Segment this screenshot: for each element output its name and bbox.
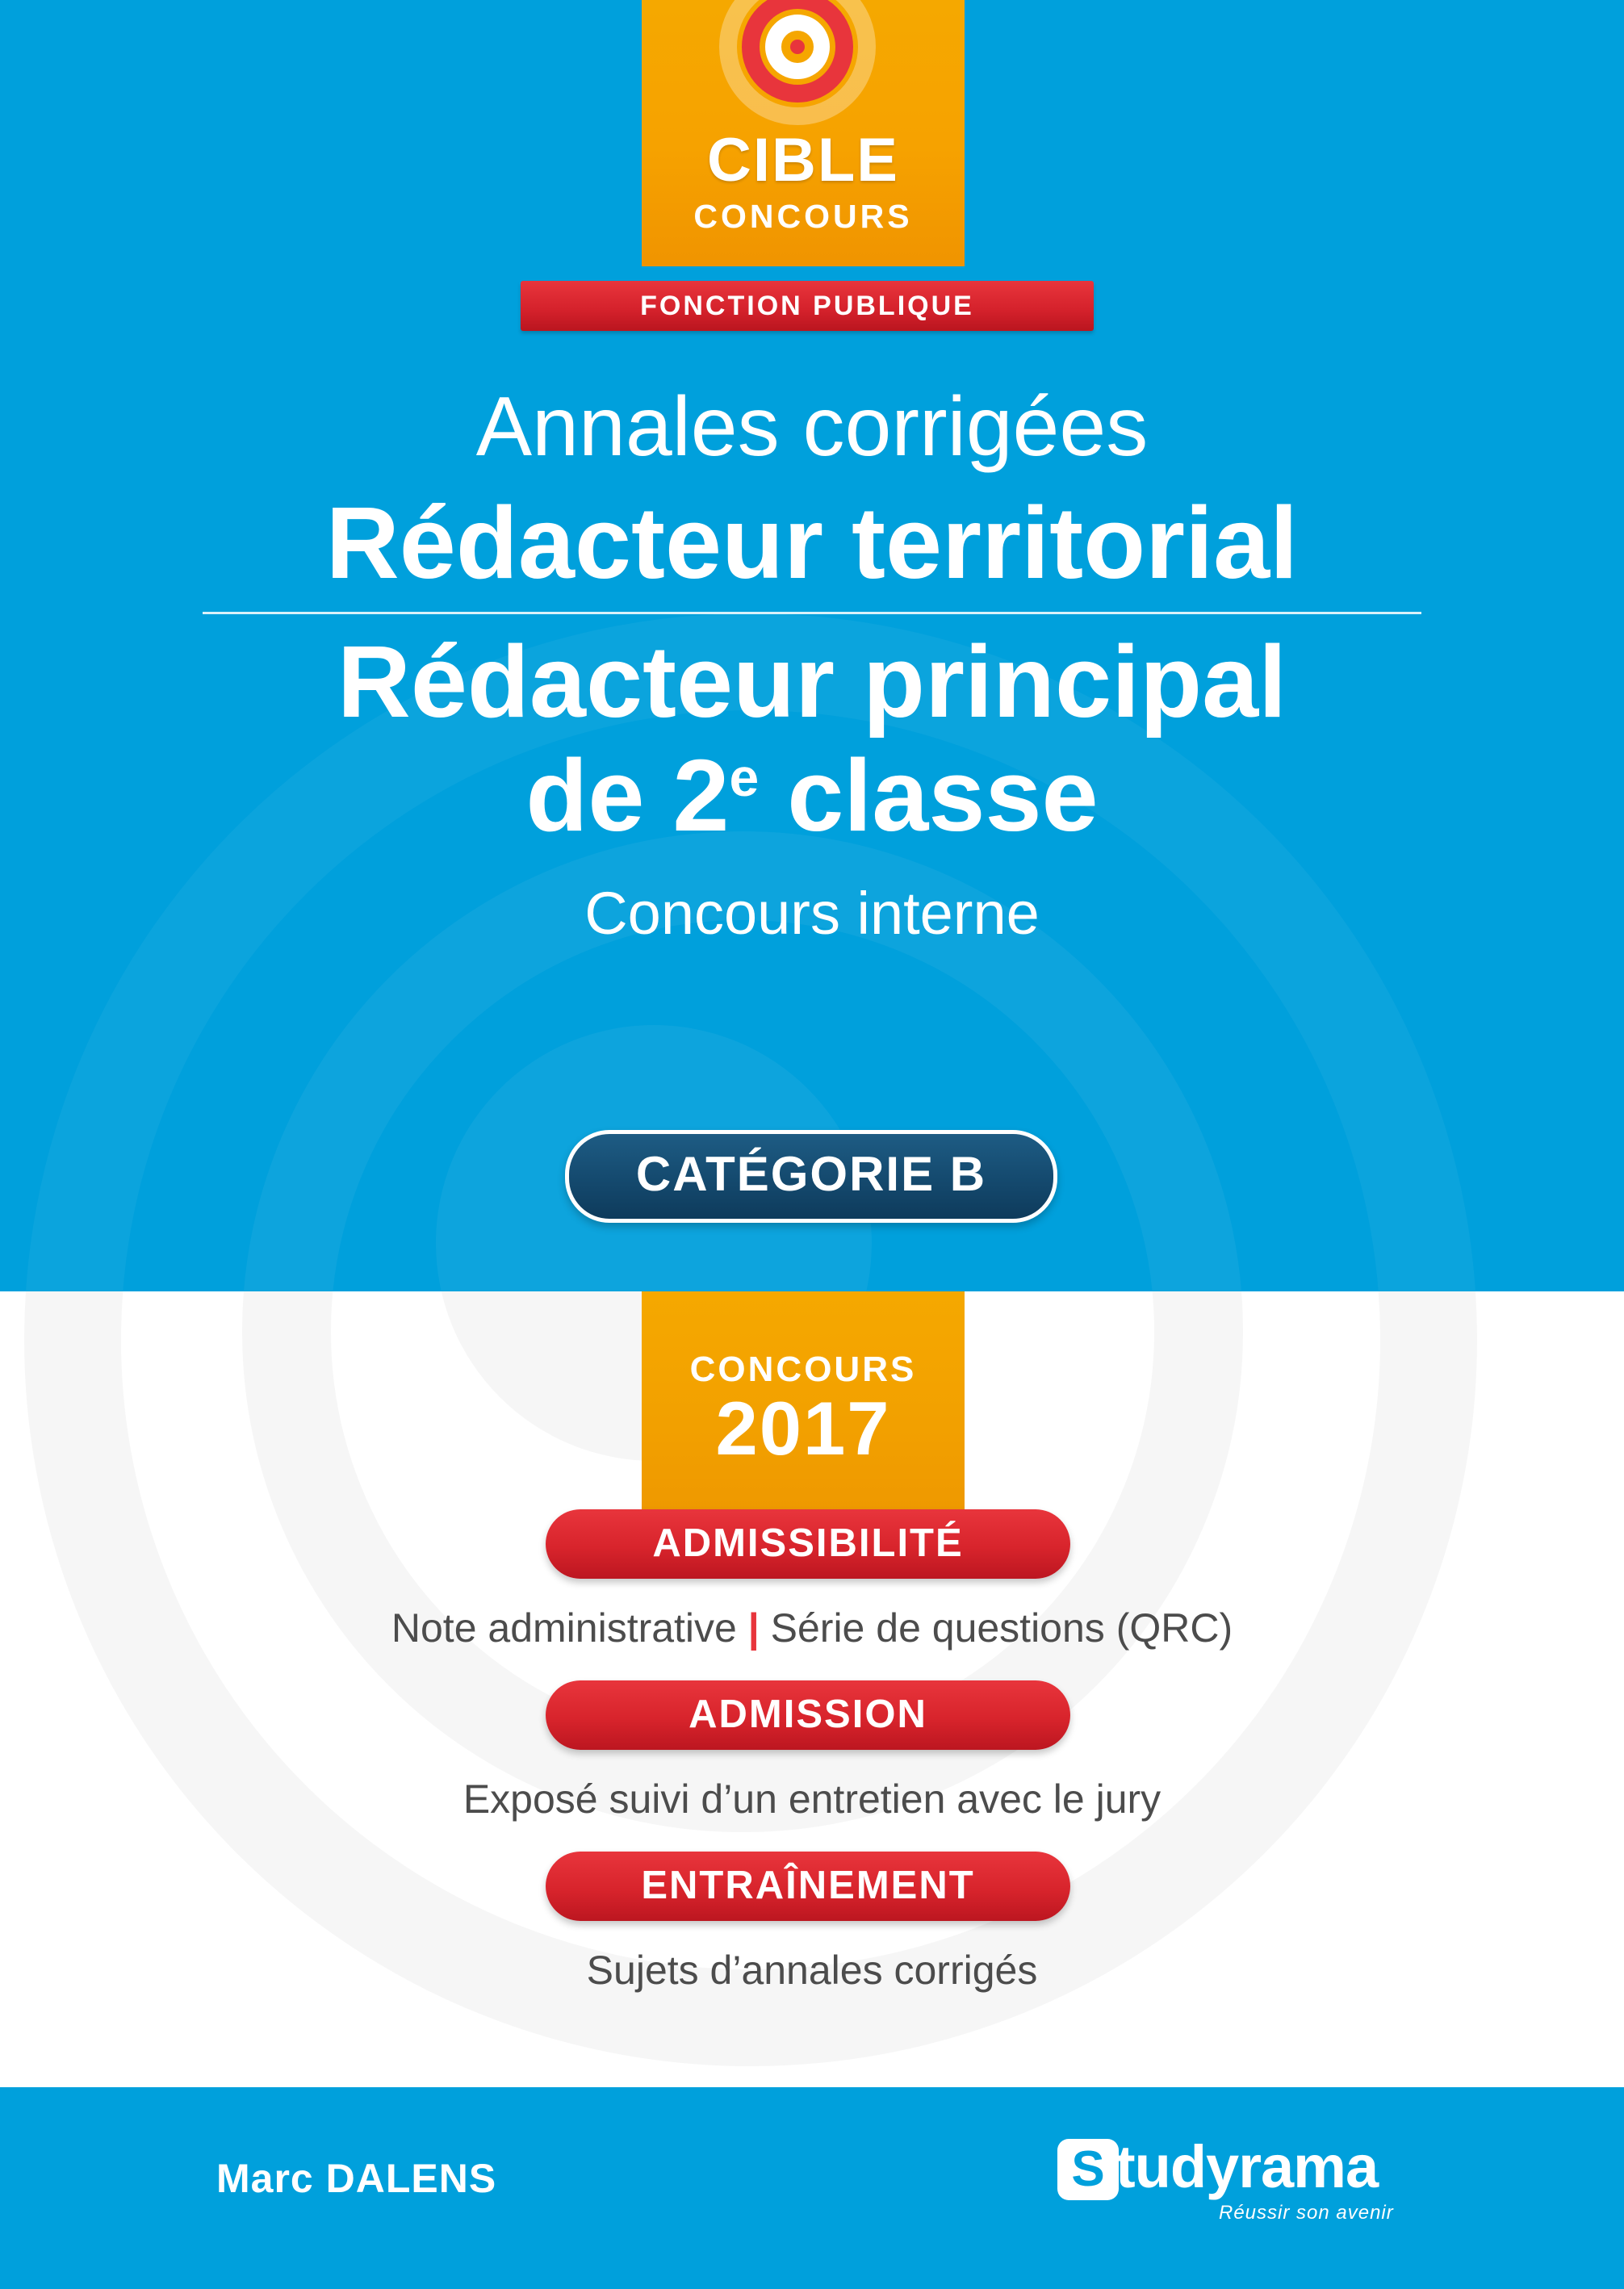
- collection-brand-line2: CONCOURS: [693, 198, 913, 235]
- title-main-line1: Rédacteur territorial: [325, 486, 1299, 600]
- title-line3-prefix: de 2: [525, 739, 730, 852]
- category-badge: [565, 1130, 1057, 1223]
- exam-year-value: 2017: [715, 1386, 891, 1471]
- title-divider: [203, 612, 1421, 614]
- title-subtitle: Concours interne: [584, 880, 1040, 947]
- title-main-line2: Rédacteur principal: [337, 625, 1287, 739]
- title-kicker: Annales corrigées: [475, 380, 1149, 474]
- caption-separator: |: [747, 1605, 760, 1651]
- section-caption-admission: Exposé suivi d’un entretien avec le jury: [463, 1776, 1161, 1822]
- caption-part2: Série de questions (QRC): [759, 1605, 1233, 1651]
- category-badge-label: CATÉGORIE B: [635, 1147, 987, 1201]
- title-line3-suffix: classe: [759, 739, 1099, 852]
- section-badge-entrainement: [546, 1852, 1070, 1921]
- title-main-line3: [0, 740, 1624, 852]
- title-line3-ordinal: e: [729, 747, 760, 807]
- exam-concours-label: CONCOURS: [689, 1350, 917, 1389]
- section-badge-admissibilite: [546, 1509, 1070, 1579]
- section-badge-admission-label: ADMISSION: [689, 1693, 927, 1736]
- author-name: Marc DALENS: [216, 2156, 497, 2201]
- title-block: [0, 379, 1624, 948]
- section-badge-admission: [546, 1680, 1070, 1750]
- fonction-publique-ribbon: [521, 281, 1094, 331]
- section-caption-admissibilite: [0, 1605, 1624, 1651]
- logo-initial-letter: S: [1071, 2141, 1105, 2197]
- publisher-logo: [1057, 2128, 1437, 2233]
- caption-part1: Note administrative: [391, 1605, 748, 1651]
- section-caption-entrainement: Sujets d’annales corrigés: [586, 1948, 1038, 1993]
- collection-brand-line1: CIBLE: [707, 126, 899, 195]
- logo-wordmark: tudyrama: [1115, 2133, 1379, 2200]
- ribbon-label: FONCTION PUBLIQUE: [640, 291, 974, 321]
- section-badge-entrainement-label: ENTRAÎNEMENT: [641, 1864, 975, 1907]
- section-badge-admissibilite-label: ADMISSIBILITÉ: [652, 1521, 964, 1565]
- logo-tagline: Réussir son avenir: [1219, 2202, 1394, 2224]
